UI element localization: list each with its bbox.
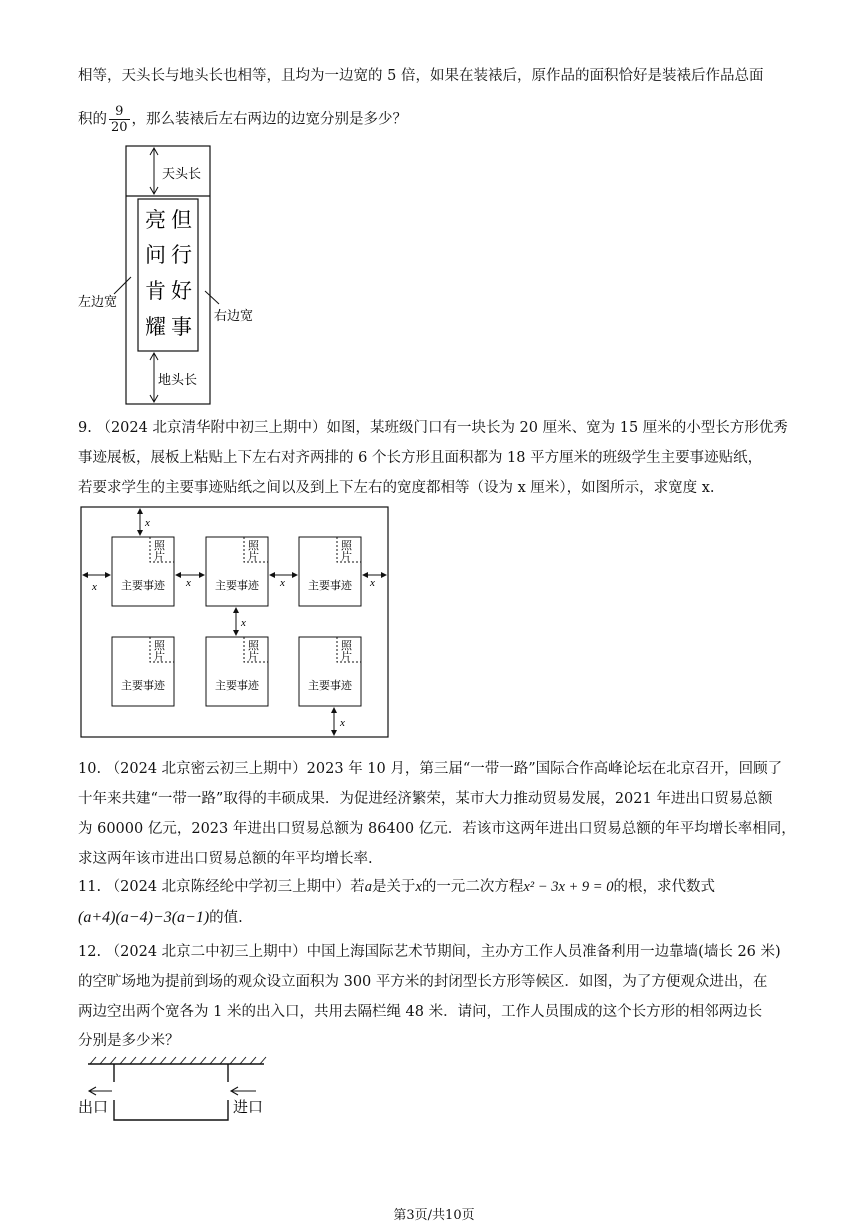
calligraphy-char-5: 肯 [145, 279, 166, 303]
q10-line-2: 十年来共建“一带一路”取得的丰硕成果．为促进经济繁荣，某市大力推动贸易发展，2021 年进出口贸易总额 [78, 791, 773, 807]
q11-mid-2: 的一元二次方程 [421, 879, 524, 895]
x-label-right: x [370, 577, 375, 589]
q11-expression-suffix: 的值. [209, 910, 243, 926]
scroll-outer-frame [126, 146, 210, 404]
card-label: 主要事迹 [308, 579, 352, 592]
q9-line-1: 9. （2024 北京清华附中初三上期中）如图，某班级门口有一块长为 20 厘米、宽为 15 厘米的小型长方形优秀 [78, 420, 788, 436]
photo-label-bottom: 片 [154, 550, 165, 563]
calligraphy-char-6: 好 [171, 279, 192, 303]
q10-line-3: 为 60000 亿元，2023 年进出口贸易总额为 86400 亿元．若该市这两年进出口贸易总额的年平均增长率相同， [78, 821, 796, 837]
q9-line-2: 事迹展板，展板上粘贴上下左右对齐两排的 6 个长方形且面积都为 18 平方厘米的班级学生主要事迹贴纸， [78, 450, 763, 466]
waiting-area-figure [76, 1052, 276, 1124]
q11-var-x: x [415, 879, 422, 895]
q11-suffix: 的根，求代数式 [613, 879, 715, 895]
photo-label-bottom: 片 [248, 550, 259, 563]
photo-label-bottom: 片 [341, 650, 352, 663]
sticker-card [206, 537, 268, 606]
sticker-card [206, 637, 268, 706]
q12-line-1: 12. （2024 北京二中初三上期中）中国上海国际艺术节期间，主办方工作人员准备利用一边靠墙(墙长 26 米) [78, 944, 781, 960]
x-label-middle: x [241, 617, 246, 629]
wall-hatching [90, 1057, 266, 1064]
right-width-label: 右边宽 [214, 309, 254, 324]
sticker-row-2 [112, 637, 361, 706]
entrance-label: 进口 [233, 1098, 264, 1116]
q9-line-3: 若要求学生的主要事迹贴纸之间以及到上下左右的宽度都相等（设为 x 厘米），如图所示，求宽度 x. [78, 480, 715, 496]
intro-line-2 [78, 104, 407, 135]
photo-label-top: 照 [248, 639, 259, 652]
photo-label-top: 照 [154, 639, 165, 652]
q11-line-1 [78, 877, 715, 897]
photo-label-top: 照 [248, 539, 259, 552]
card-label: 主要事迹 [215, 579, 259, 592]
q12-line-3: 两边空出两个宽各为 1 米的出入口，共用去隔栏绳 48 米．请问，工作人员围成的这个长方形的相邻两边长 [78, 1004, 763, 1020]
x-label-left: x [92, 581, 97, 593]
calligraphy-char-2: 但 [171, 208, 192, 232]
photo-label-top: 照 [154, 539, 165, 552]
sticker-card [112, 537, 174, 606]
sticker-card [299, 537, 361, 606]
x-label-bottom: x [340, 717, 345, 729]
q10-line-4: 求这两年该市进出口贸易总额的年平均增长率. [78, 851, 373, 867]
q12-line-4: 分别是多少米？ [78, 1033, 180, 1049]
display-board-figure [80, 506, 392, 741]
x-label-gap-1: x [186, 577, 191, 589]
right-width-pointer [205, 291, 219, 304]
page-number: 第3页/共10页 [393, 1208, 475, 1223]
q10-line-1: 10. （2024 北京密云初三上期中）2023 年 10 月，第三届“一带一路”国际合作高峰论坛在北京召开，回顾了 [78, 761, 783, 777]
sticker-card [112, 637, 174, 706]
calligraphy-char-7: 耀 [145, 315, 166, 339]
card-label: 主要事迹 [308, 679, 352, 692]
card-label: 主要事迹 [121, 579, 165, 592]
bottom-length-label: 地头长 [158, 373, 198, 388]
q11-equation: x² − 3x + 9 = 0 [523, 879, 614, 895]
photo-label-bottom: 片 [154, 650, 165, 663]
x-label-gap-2: x [280, 577, 285, 589]
intro-line-2-prefix: 积的 [78, 111, 107, 128]
calligraphy-char-8: 事 [171, 315, 192, 339]
calligraphy-char-1: 亮 [145, 208, 166, 232]
photo-label-top: 照 [341, 639, 352, 652]
card-label: 主要事迹 [121, 679, 165, 692]
intro-line-2-suffix: ，那么装裱后左右两边的边宽分别是多少？ [131, 111, 408, 128]
left-width-label: 左边宽 [78, 295, 118, 310]
scroll-figure [76, 144, 276, 406]
intro-line-1: 相等，天头长与地头长也相等，且均为一边宽的 5 倍，如果在装裱后，原作品的面积恰好是装裱后作品总面 [78, 68, 764, 84]
calligraphy-char-3: 问 [145, 243, 166, 267]
sticker-row-1 [112, 537, 361, 606]
fence-bottom [114, 1100, 228, 1120]
photo-label-bottom: 片 [248, 650, 259, 663]
q11-prefix: 11. （2024 北京陈经纶中学初三上期中）若 [78, 879, 365, 895]
sticker-card [299, 637, 361, 706]
calligraphy-char-4: 行 [171, 243, 192, 267]
fraction-9-20 [109, 104, 130, 135]
q11-line-2 [78, 908, 243, 928]
x-label-top: x [145, 517, 150, 529]
photo-label-bottom: 片 [341, 550, 352, 563]
fraction-denominator: 20 [111, 120, 128, 135]
q11-expression: (a+4)(a−4)−3(a−1) [78, 909, 210, 926]
q11-var-a: a [364, 879, 372, 895]
exit-label: 出口 [78, 1098, 109, 1116]
left-width-pointer [114, 277, 131, 294]
photo-label-top: 照 [341, 539, 352, 552]
fraction-numerator: 9 [109, 104, 130, 120]
q11-mid-1: 是关于 [371, 879, 416, 895]
top-length-label: 天头长 [162, 167, 202, 182]
card-label: 主要事迹 [215, 679, 259, 692]
q12-line-2: 的空旷场地为提前到场的观众设立面积为 300 平方米的封闭型长方形等候区．如图，为了方便观众进出，在 [78, 974, 768, 990]
